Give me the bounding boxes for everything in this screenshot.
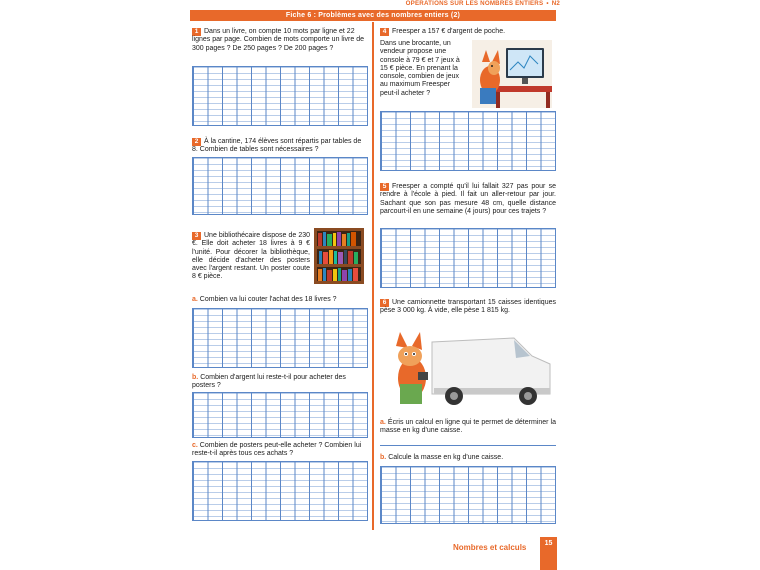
exercise-number: 5	[380, 183, 389, 191]
answer-grid[interactable]	[192, 461, 368, 521]
answer-grid[interactable]	[192, 66, 368, 126]
answer-grid[interactable]	[192, 392, 368, 438]
answer-grid[interactable]	[192, 157, 368, 215]
exercise-3-part-a	[192, 296, 368, 304]
column-divider	[372, 22, 374, 530]
exercise-number: 3	[192, 232, 201, 240]
answer-grid[interactable]	[380, 111, 556, 171]
bookshelf-illustration	[312, 226, 366, 286]
exercise-4	[380, 40, 462, 98]
chapter-header: OPÉRATIONS SUR LES NOMBRES ENTIERS • N2	[405, 0, 560, 7]
exercise-text: Une bibliothécaire dispose de 230 €. Elle doit acheter 18 livres à 9 € l'unité. Pour décorer la bibliothèque, elle décide d'acheter des posters avec l'argent restant. Un poster coute 8 € pièce.	[192, 232, 310, 281]
answer-grid[interactable]	[380, 466, 556, 524]
answer-line[interactable]	[380, 445, 556, 446]
footer-subject: Nombres et calculs	[453, 543, 527, 552]
part-label: c.	[192, 442, 198, 449]
exercise-number: 2	[192, 138, 201, 146]
part-label: a.	[380, 419, 386, 426]
part-label: b.	[380, 454, 387, 461]
exercise-text: Dans un livre, on compte 10 mots par ligne et 22 lignes par page. Combien de mots comporte un livre de 300 pages ? De 250 pages ? De 200 pages ?	[192, 28, 364, 52]
page-number: 15	[540, 537, 557, 570]
part-text: Combien d'argent lui reste-t-il pour acheter des posters ?	[192, 374, 346, 390]
exercise-6	[380, 299, 556, 316]
part-label: b.	[192, 374, 199, 381]
exercise-text: Une camionnette transportant 15 caisses identiques pèse 3 000 kg. À vide, elle pèse 1 815 kg.	[380, 299, 556, 315]
exercise-text: Dans une brocante, un vendeur propose une console à 79 € et 7 jeux à 15 € pièce. En prenant la console, combien de jeux au maximum Freesper peut-il acheter ?	[380, 40, 460, 97]
part-text: Combien va lui couter l'achat des 18 livres ?	[199, 296, 337, 303]
fiche-title: Fiche 6 : Problèmes avec des nombres entiers (2)	[190, 10, 556, 21]
exercise-3	[192, 232, 310, 282]
answer-grid[interactable]	[192, 308, 368, 368]
exercise-2	[192, 138, 368, 155]
part-text: Écris un calcul en ligne qui te permet de déterminer la masse en kg d'une caisse.	[380, 419, 556, 435]
part-text: Combien de posters peut-elle acheter ? Combien lui reste-t-il après tous ces achats ?	[192, 442, 362, 458]
exercise-6-part-a	[380, 419, 556, 436]
part-text: Calcule la masse en kg d'une caisse.	[388, 454, 504, 461]
exercise-text: Freesper a 157 € d'argent de poche.	[392, 28, 506, 35]
worksheet-page	[186, 0, 560, 570]
exercise-6-part-b	[380, 454, 556, 462]
exercise-4-intro	[380, 28, 556, 36]
exercise-1	[192, 28, 368, 53]
answer-grid[interactable]	[380, 228, 556, 288]
exercise-5	[380, 183, 556, 216]
exercise-number: 4	[380, 28, 389, 36]
chapter-code: N2	[551, 0, 560, 7]
exercise-number: 1	[192, 28, 201, 36]
exercise-3-part-b	[192, 374, 368, 391]
exercise-3-part-c	[192, 442, 368, 459]
exercise-text: Freesper a compté qu'il lui fallait 327 pas pour se rendre à l'école à pied. Il fait un aller-retour par jour. Sachant que son pas mesure 48 cm, quelle distance parcourt-il en une semaine (4 jours) pour ces trajets ?	[380, 183, 556, 215]
part-label: a.	[192, 296, 198, 303]
fox-computer-illustration	[472, 40, 552, 108]
fox-van-illustration	[382, 328, 554, 412]
chapter-title: OPÉRATIONS SUR LES NOMBRES ENTIERS	[405, 0, 544, 7]
exercise-text: À la cantine, 174 élèves sont répartis par tables de 8. Combien de tables sont nécessaires ?	[192, 138, 362, 154]
exercise-number: 6	[380, 299, 389, 307]
